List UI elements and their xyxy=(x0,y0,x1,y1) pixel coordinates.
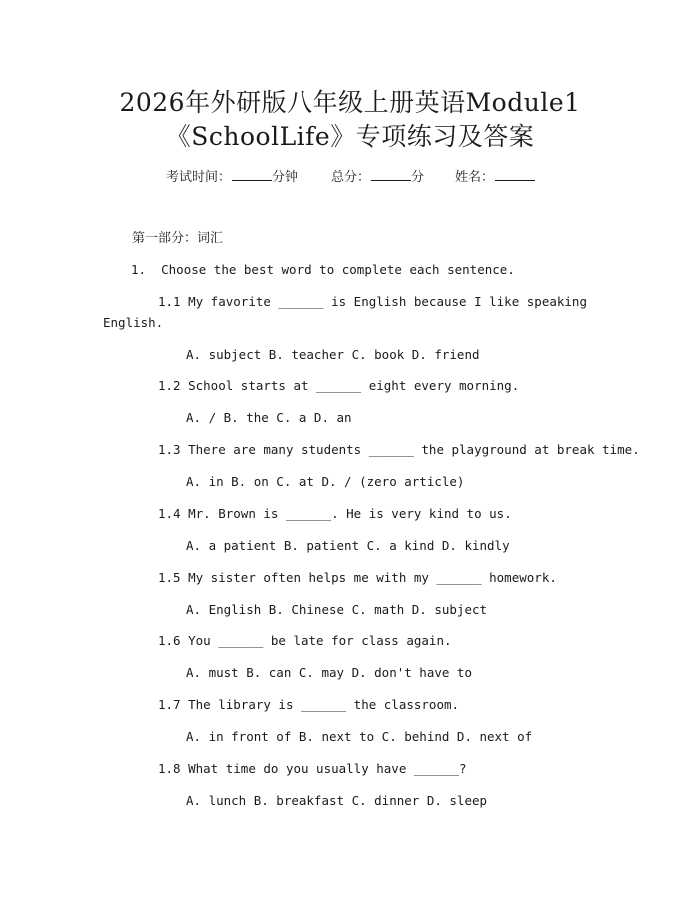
item-stem-text: What time do you usually have ______? xyxy=(188,761,467,776)
answer-options: A. / B. the C. a D. an xyxy=(186,410,352,425)
question-item-stem xyxy=(158,441,640,459)
student-name-blank xyxy=(495,168,535,181)
question-item-stem xyxy=(158,505,512,523)
question-item-stem xyxy=(158,293,587,311)
exam-time-label: 考试时间： xyxy=(166,170,232,185)
item-number: 1.2 xyxy=(158,378,181,393)
question-item-stem xyxy=(158,632,452,650)
question-item-stem xyxy=(158,760,467,778)
document-title-line-1: 2026年外研版八年级上册英语Module1 xyxy=(119,88,581,117)
document-title-line-2: 《SchoolLife》专项练习及答案 xyxy=(165,122,535,151)
answer-options: A. a patient B. patient C. a kind D. kindly xyxy=(186,538,510,553)
student-name-label: 姓名： xyxy=(455,170,495,185)
question-item-stem xyxy=(158,377,519,395)
item-number: 1.7 xyxy=(158,697,181,712)
exam-time-unit: 分钟 xyxy=(272,170,299,185)
item-stem-text: The library is ______ the classroom. xyxy=(188,697,460,712)
item-number: 1.1 xyxy=(158,294,181,309)
item-stem-text: You ______ be late for class again. xyxy=(188,633,452,648)
item-number: 1.5 xyxy=(158,570,181,585)
item-number: 1.8 xyxy=(158,761,181,776)
question-item-stem-continuation: English. xyxy=(103,315,164,330)
answer-options: A. English B. Chinese C. math D. subject xyxy=(186,602,488,617)
total-score-label: 总分： xyxy=(331,170,371,185)
answer-options: A. must B. can C. may D. don't have to xyxy=(186,665,472,680)
item-stem-text: School starts at ______ eight every morning. xyxy=(188,378,520,393)
answer-options: A. in B. on C. at D. / (zero article) xyxy=(186,474,465,489)
item-stem-text: Mr. Brown is ______. He is very kind to us. xyxy=(188,506,512,521)
student-name-field xyxy=(455,168,535,187)
question-item-stem xyxy=(158,696,459,714)
item-number: 1.4 xyxy=(158,506,181,521)
item-stem-text: My sister often helps me with my ______ homework. xyxy=(188,570,557,585)
answer-options: A. subject B. teacher C. book D. friend xyxy=(186,347,480,362)
question-item-stem xyxy=(158,569,557,587)
item-stem-text: There are many students ______ the playground at break time. xyxy=(188,442,640,457)
item-number: 1.3 xyxy=(158,442,181,457)
exam-time-field xyxy=(166,168,298,187)
total-score-field xyxy=(331,168,424,187)
exam-time-blank xyxy=(232,168,272,181)
section-title: 第一部分：词汇 xyxy=(132,231,224,246)
answer-options: A. in front of B. next to C. behind D. next of xyxy=(186,729,533,744)
question-number: 1. xyxy=(131,262,147,277)
answer-options: A. lunch B. breakfast C. dinner D. sleep xyxy=(186,793,488,808)
total-score-blank xyxy=(371,168,411,181)
total-score-unit: 分 xyxy=(411,170,425,185)
question-heading xyxy=(131,261,515,279)
item-number: 1.6 xyxy=(158,633,181,648)
question-instruction: Choose the best word to complete each sentence. xyxy=(161,262,515,277)
item-stem-text: My favorite ______ is English because I like speaking xyxy=(188,294,587,309)
